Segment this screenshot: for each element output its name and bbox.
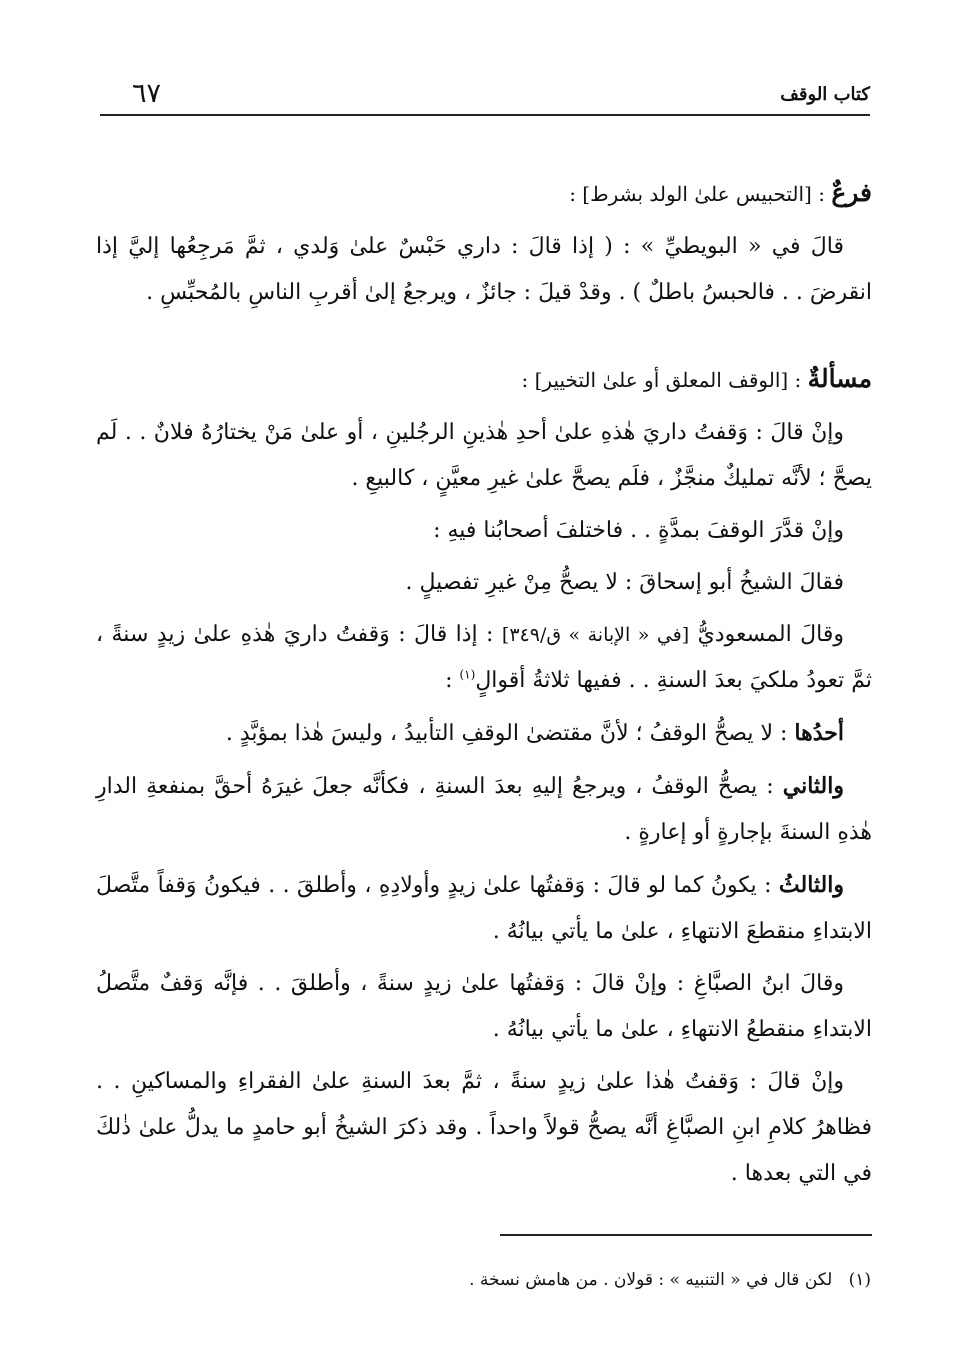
lead-word: والثالثُ — [778, 872, 844, 898]
footnote-marker[interactable]: (١) — [459, 667, 476, 682]
footnote — [111, 1266, 871, 1294]
heading-title: : [الوقف المعلق أو علىٰ التخيير] : — [521, 368, 808, 392]
paragraph-text: : يصحُّ الوقفُ ، ويرجعُ إليهِ بعدَ السنةِ ، فكأنَّه جعلَ غيرَهُ أحقَّ بمنفعةِ الدارِ هٰذهِ السنةَ بإجارةٍ أو إعارةٍ . — [96, 774, 872, 845]
paragraph-third-view — [96, 862, 872, 955]
lead-word: أحدُها — [794, 720, 844, 746]
page-body — [96, 170, 872, 1203]
paragraph-first-view — [96, 710, 872, 757]
paragraph: وقالَ ابنُ الصبَّاغِ : وإنْ قالَ : وَقفتُها علىٰ زيدٍ سنةً ، وأطلقَ . . فإنَّه وَقفٌ متَّصلُ الابتداءِ منقطعُ الانتهاءِ ، علىٰ ما يأتي بيانُهُ . — [96, 971, 872, 1042]
footnote-text: لكن قال في « التنبيه » : قولان . من هامش نسخة . — [469, 1270, 833, 1290]
paragraph: فقالَ الشيخُ أبو إسحاقَ : لا يصحُّ مِنْ غيرِ تفصيلٍ . — [405, 570, 844, 595]
section-heading-masala — [96, 356, 872, 404]
paragraph: وإنْ قالَ : وَقفتُ داريَ هٰذهِ علىٰ أحدِ هٰذينِ الرجُلينِ ، أو علىٰ مَنْ يختارُهُ فلانٌ . . لَم يصحَّ ؛ لأنَّه تمليكٌ منجَّزٌ ، فلَم يصحَّ علىٰ غيرِ معيَّنٍ ، كالبيعِ . — [96, 420, 872, 491]
page-header — [100, 78, 870, 116]
paragraph-text: : — [445, 668, 460, 693]
paragraph-text: : إذا قالَ : وَقفتُ داريَ هٰذهِ علىٰ زيدٍ سنةً ، ثمَّ تعودُ ملكيَ بعدَ السنةِ . . ففيها ثلاثةُ أقوالٍ — [96, 622, 872, 693]
page-number: ٦٧ — [132, 78, 162, 109]
heading-label: مسألةٌ — [807, 364, 872, 393]
lead-word: والثاني — [782, 773, 844, 799]
source-reference: [في « الإبانة » ق/٣٤٩] — [501, 624, 690, 646]
paragraph-text: : يكونُ كما لو قالَ : وَقفتُها علىٰ زيدٍ وأولادِهِ ، وأطلقَ . . فيكونُ وَقفاً متَّصلَ الابتداءِ منقطعَ الانتهاءِ ، علىٰ ما يأتي بيانُهُ . — [96, 873, 872, 944]
footnote-number: (١) — [848, 1270, 871, 1290]
heading-label: فرعٌ — [831, 178, 872, 207]
section-heading-far — [96, 170, 872, 218]
paragraph: وإنْ قدَّرَ الوقفَ بمدَّةٍ . . فاختلفَ أصحابُنا فيهِ : — [433, 518, 844, 543]
running-head: كتاب الوقف — [780, 84, 870, 105]
heading-title: : [التحبيس علىٰ الولد بشرط] : — [569, 182, 832, 206]
paragraph-second-view — [96, 763, 872, 856]
paragraph-text: وقالَ المسعوديُّ — [689, 622, 844, 647]
paragraph: وإنْ قالَ : وَقفتُ هٰذا علىٰ زيدٍ سنةً ، ثمَّ بعدَ السنةِ علىٰ الفقراءِ والمساكينِ . . فظاهرُ كلامِ ابنِ الصبَّاغِ أنَّه يصحُّ قولاً واحداً . وقد ذكرَ الشيخُ أبو حامدٍ ما يدلُّ علىٰ ذٰلكَ في التي بعدها . — [96, 1069, 872, 1186]
footnote-divider — [500, 1234, 872, 1236]
paragraph-text: : لا يصحُّ الوقفُ ؛ لأنَّ مقتضىٰ الوقفِ التأبيدُ ، وليسَ هٰذا بمؤبَّدٍ . — [225, 721, 795, 746]
paragraph-masudi — [96, 612, 872, 704]
paragraph: قالَ في « البويطيِّ » : ( إذا قالَ : داري حَبْسٌ علىٰ وَلدي ، ثمَّ مَرجِعُها إليَّ إذا انقرضَ . . فالحبسُ باطلٌ ) . وقدْ قيلَ : جائزٌ ، ويرجعُ إلىٰ أقربِ الناسِ بالمُحبِّسِ . — [96, 234, 872, 305]
